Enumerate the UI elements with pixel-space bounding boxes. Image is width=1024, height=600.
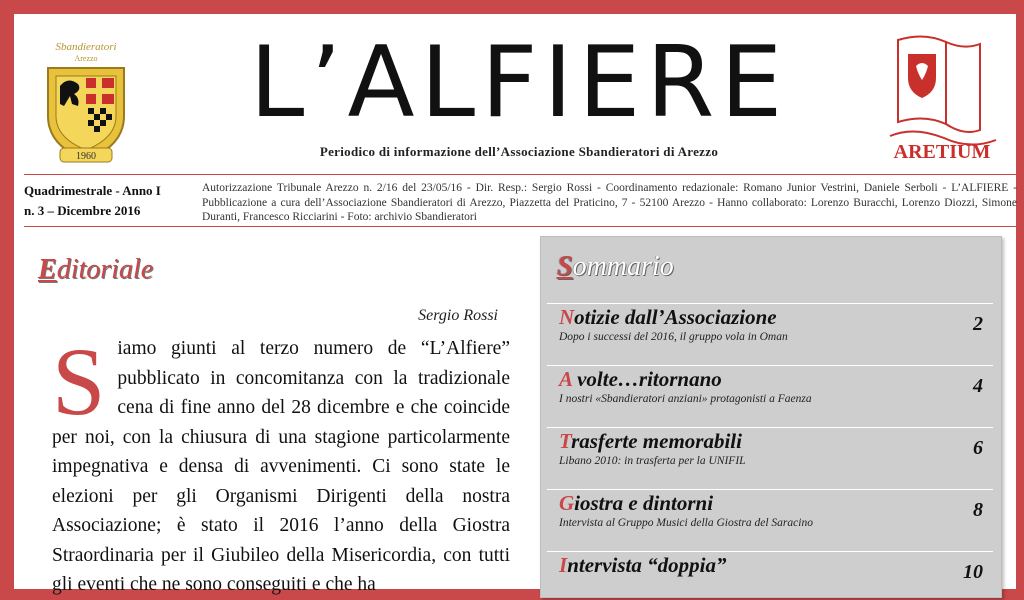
bottom-divider [24,226,1016,227]
contents-item[interactable] [559,553,989,583]
contents-divider [547,365,993,366]
contents-item-title: iostra e dintorni [574,491,714,515]
contents-item-page: 2 [973,313,983,335]
issue-frequency: Quadrimestrale - Anno I [24,183,161,198]
editorial-author: Sergio Rossi [418,307,498,324]
contents-divider [547,427,993,428]
contents-box [540,236,1002,598]
svg-text:1960: 1960 [76,151,96,162]
issue-info [24,181,202,221]
contents-item-cap: G [559,491,575,515]
contents-item-page: 6 [973,437,983,459]
contents-item-cap: I [559,553,568,577]
contents-item-page: 4 [973,375,983,397]
contents-divider [547,489,993,490]
top-divider [24,174,1016,175]
contents-divider [547,551,993,552]
contents-item[interactable] [559,429,989,467]
sbandieratori-logo [38,38,134,168]
contents-item-title: otizie dall’Associazione [574,305,777,329]
contents-divider [547,303,993,304]
contents-heading-cap: S [557,251,573,282]
contents-item-page: 10 [963,561,983,583]
contents-item-title: rasferte memorabili [571,429,742,453]
contents-item-cap: T [559,429,572,453]
contents-item-title: ntervista “doppia” [567,553,727,577]
editorial-body [52,328,510,600]
editorial-text: iamo giunti al terzo numero de “L’Alfiere” pubblicato in concomitanza con la tradizionale cena di fine anno del 28 dicembre e che coincide per noi, con la chiusura di una stagione particolarmente impegnativa e densa di avvenimenti. Ci sono state le elezioni per gli Organismi Dirigenti della nostra Associazione; è stato il 2016 l’anno della Giostra Straordinaria per il Giubileo della Misericordia, con tutti gli eventi che ne sono conseguiti e che ha [52,338,510,595]
editorial-heading-rest: ditoriale [56,254,154,285]
contents-item[interactable] [559,367,989,405]
credits-text: Autorizzazione Tribunale Arezzo n. 2/16 del 23/05/16 - Dir. Resp.: Sergio Rossi - Coordinamento redazionale: Romano Junior Vestrini, Daniele Serboli - L’ALFIERE - Pubblicazione a cura dell’Associazione Sbandieratori di Arezzo, Piazzetta del Praticino, 7 - 52100 Arezzo - Hanno collaborato: Lorenzo Buracchi, Lorenzo Diozzi, Simone Duranti, Francesco Ricciarini - Foto: archivio Sbandieratori [202,182,1017,223]
editorial-heading-cap: E [38,254,57,285]
newsletter-subtitle: Periodico di informazione dell’Associazione Sbandieratori di Arezzo [319,144,719,159]
contents-item-page: 8 [973,499,983,521]
contents-item-cap: A [559,367,572,391]
editorial-heading [38,254,153,286]
svg-text:Sbandieratori: Sbandieratori [55,41,117,53]
aretium-logo [884,32,1002,167]
contents-item-desc: Dopo i successi del 2016, il gruppo vola in Oman [559,331,788,343]
contents-item-desc: I nostri «Sbandieratori anziani» protagonisti a Faenza [559,393,812,405]
contents-heading [557,251,674,283]
contents-item[interactable] [559,305,989,343]
aretium-logo-text: ARETIUM [893,141,991,163]
svg-text:Arezzo: Arezzo [74,54,98,63]
contents-item[interactable] [559,491,989,529]
newsletter-title: L’ALFIERE [249,26,789,140]
contents-item-title: volte…ritornano [571,367,722,391]
issue-number: n. 3 – Dicembre 2016 [24,203,141,218]
contents-item-cap: N [559,305,575,329]
contents-item-desc: Libano 2010: in trasferta per la UNIFIL [559,455,746,467]
newsletter-page [14,14,1017,595]
contents-heading-rest: ommario [572,251,674,282]
contents-item-desc: Intervista al Gruppo Musici della Giostra del Saracino [559,517,813,529]
drop-cap: S [52,328,106,435]
